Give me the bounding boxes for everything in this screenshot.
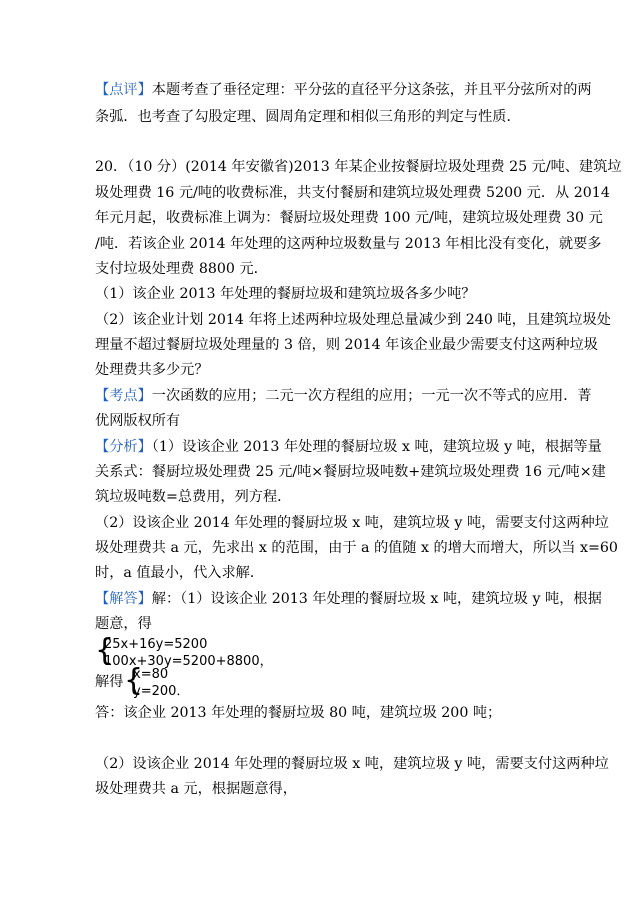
analysis-text-line: 筑垃圾吨数=总费用，列方程． (95, 489, 292, 505)
kaodian-tag: 【考点】 (95, 388, 152, 404)
analysis-text-line: 关系式：餐厨垃圾处理费 25 元/吨×餐厨垃圾吨数+建筑垃圾处理费 16 元/吨×建 (95, 464, 606, 480)
equation: x=80 (133, 667, 169, 682)
analysis-text-line: （1）设该企业 2013 年处理的餐厨垃圾 x 吨，建筑垃圾 y 吨，根据等量 (151, 439, 602, 455)
problem-text-line: 圾处理费 16 元/吨的收费标准，共支付餐厨和建筑垃圾处理费 5200 元．从 2014 (95, 185, 610, 201)
solution-tag: 【解答】 (95, 591, 152, 607)
answer-line: 答：该企业 2013 年处理的餐厨垃圾 80 吨，建筑垃圾 200 吨； (95, 705, 502, 721)
punctuation: ． (176, 684, 190, 699)
solution-part2-line: （2）设该企业 2014 年处理的餐厨垃圾 x 吨，建筑垃圾 y 吨，需要支付这两种垃 (95, 756, 609, 772)
question-1: （1）该企业 2013 年处理的餐厨垃圾和建筑垃圾各多少吨？ (95, 286, 476, 302)
analysis-text-line: 圾处理费共 a 元，先求出 x 的范围，由于 a 的值随 x 的增大而增大，所以当 x=60 (95, 540, 618, 556)
equation: y=200 (133, 684, 177, 699)
equation-system-2 (124, 663, 190, 700)
left-brace-icon: { (95, 633, 115, 668)
punctuation: ， (259, 654, 273, 669)
kaodian-text-line: 一次函数的应用；二元一次方程组的应用；一元一次不等式的应用．菁 (151, 388, 592, 404)
solution-text-line: 题意，得 (95, 616, 152, 632)
solution-text-line: 解：（1）设该企业 2013 年处理的餐厨垃圾 x 吨，建筑垃圾 y 吨，根据 (151, 591, 602, 607)
analysis-text-line: 时，a 值最小，代入求解． (95, 565, 265, 581)
kaodian-text-line: 优网版权所有 (95, 413, 181, 429)
solve-label: 解得 (95, 674, 124, 690)
analysis-tag: 【分析】 (95, 439, 152, 455)
comment-text-line: 条弧．也考查了勾股定理、圆周角定理和相似三角形的判定与性质． (95, 109, 521, 125)
left-brace-icon: { (124, 663, 144, 698)
equation: 25x+16y=5200 (104, 637, 208, 652)
question-2-line: （2）该企业计划 2014 年将上述两种垃圾处理总量减少到 240 吨，且建筑垃圾处 (95, 312, 611, 328)
question-2-line: 处理费共多少元？ (95, 362, 209, 378)
problem-text-line: /吨．若该企业 2014 年处理的这两种垃圾数量与 2013 年相比没有变化，就要多 (95, 236, 602, 252)
solution-part2-line: 圾处理费共 a 元，根据题意得， (95, 781, 297, 797)
question-2-line: 理量不超过餐厨垃圾处理量的 3 倍，则 2014 年该企业最少需要支付这两种垃圾 (95, 337, 598, 353)
problem-text-line: 支付垃圾处理费 8800 元． (95, 261, 268, 277)
comment-tag: 【点评】 (95, 82, 152, 98)
equation: 100x+30y=5200+8800 (104, 654, 260, 669)
equation-system-1 (95, 633, 273, 670)
problem-text-line: 年元月起，收费标准上调为：餐厨垃圾处理费 100 元/吨，建筑垃圾处理费 30 元 (95, 210, 603, 226)
analysis-text-line: （2）设该企业 2014 年处理的餐厨垃圾 x 吨，建筑垃圾 y 吨，需要支付这两种垃 (95, 515, 609, 531)
comment-text-line: 本题考查了垂径定理：平分弦的直径平分这条弦，并且平分弦所对的两 (151, 82, 592, 98)
problem-text-line: 20．（10 分）(2014 年安徽省)2013 年某企业按餐厨垃圾处理费 25 元/吨、建筑垃 (95, 159, 622, 175)
